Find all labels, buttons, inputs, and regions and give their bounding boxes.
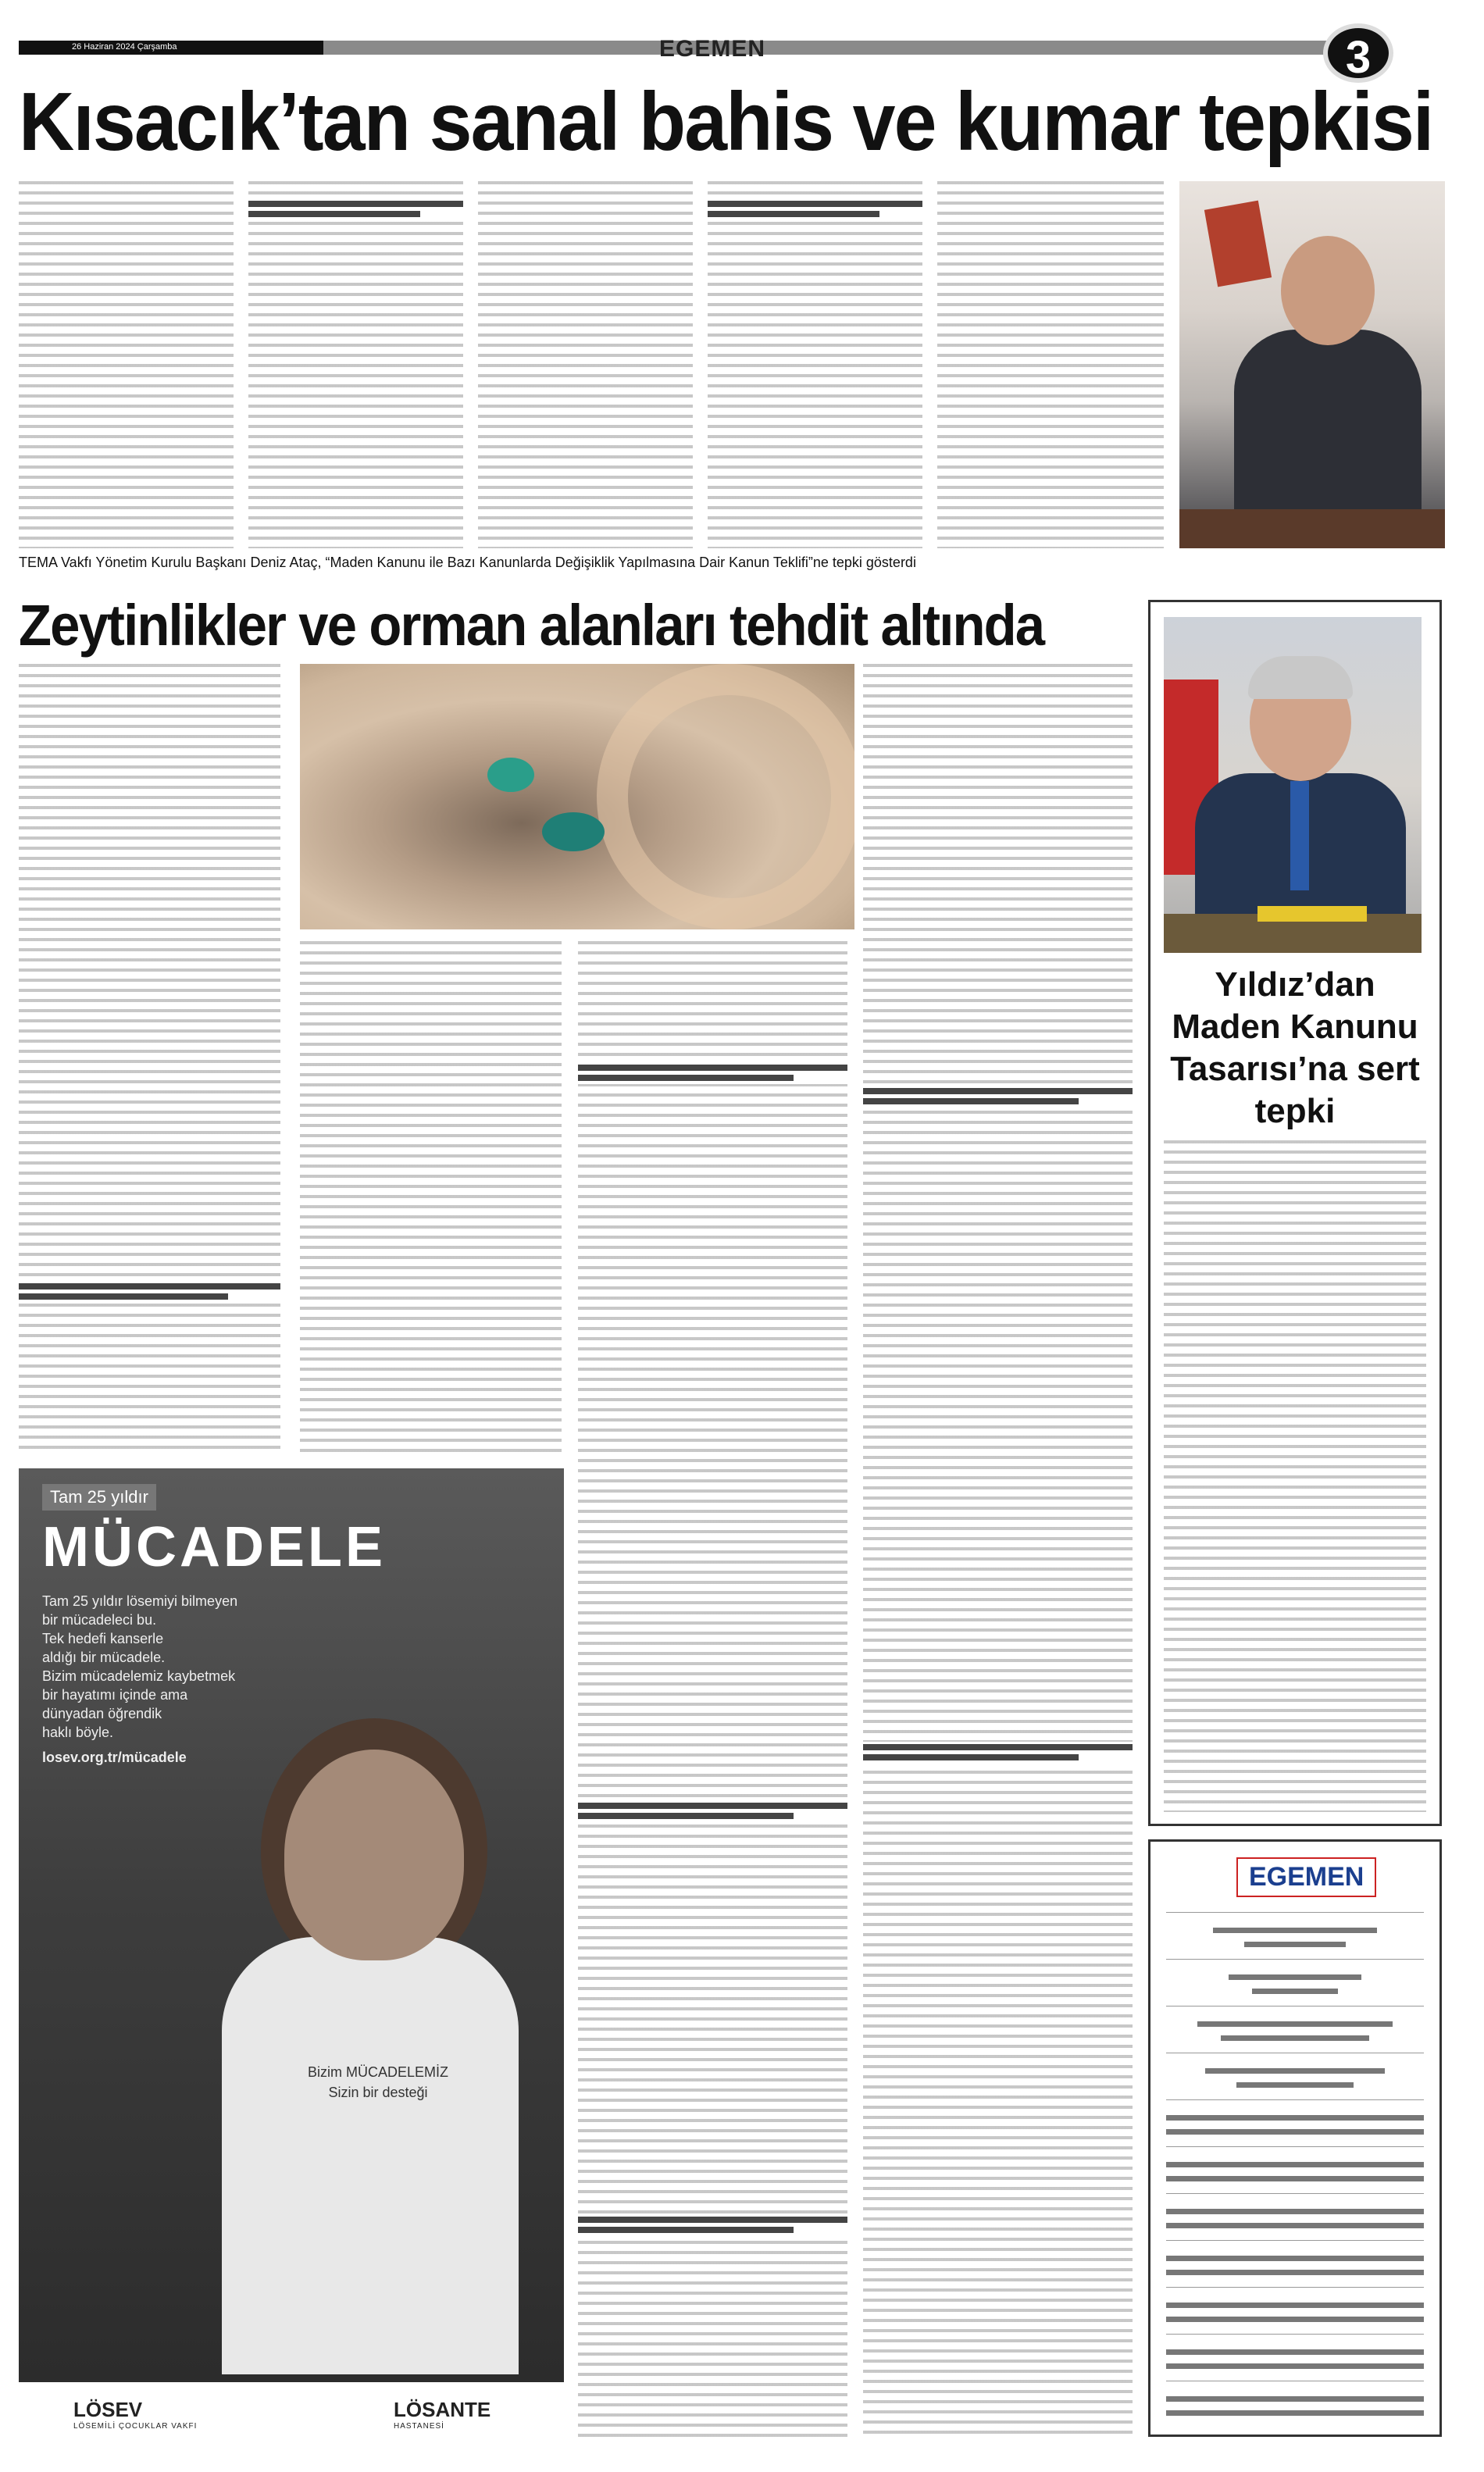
losev-logo-text: LÖSEV [73,2398,143,2421]
impressum-logo: EGEMEN [1236,1857,1376,1897]
losev-advertisement [19,1468,564,2437]
losante-logo-text: LÖSANTE [394,2398,491,2421]
ad-line: Bizim mücadelemiz kaybetmek [42,1668,236,1684]
article-2-deck: TEMA Vakfı Yönetim Kurulu Başkanı Deniz Ataç, “Maden Kanunu ile Bazı Kanunlarda Değişiklik Yapılmasına Dair Kanun Teklifi”ne tepki gösterdi [19,555,916,570]
ad-line: haklı böyle. [42,1725,114,1740]
losante-logo-subtext: HASTANESİ [394,2422,444,2431]
ad-child-face [284,1750,464,1960]
ad-line: bir hayatımı içinde ama [42,1687,188,1703]
ad-line: Tam 25 yıldır lösemiyi bilmeyen [42,1593,238,1609]
article-2-column-3 [578,941,847,2437]
article-2-headline: Zeytinlikler ve orman alanları tehdit altında [19,593,1044,658]
article-1-photo [1179,181,1445,548]
ad-brand-title: MÜCADELE [42,1516,386,1578]
article-1-column-4 [708,181,922,548]
article-1-headline: Kısacık’tan sanal bahis ve kumar tepkisi [19,76,1433,168]
ad-line: dünyadan öğrendik [42,1706,162,1721]
article-2-column-4 [863,664,1133,2437]
article-2-aerial-photo [300,664,854,929]
sidebar-portrait-photo [1164,617,1422,953]
article-2-column-1 [19,664,280,1453]
ad-child-body [222,1937,519,2374]
issue-date: 26 Haziran 2024 Çarşamba [72,42,177,52]
article-1-column-1 [19,181,234,548]
losev-logo-subtext: LÖSEMİLİ ÇOCUKLAR VAKFI [73,2422,198,2431]
article-1-column-3 [478,181,693,548]
page-number-badge: 3 [1323,23,1393,83]
ad-url: losev.org.tr/mücadele [42,1750,187,1765]
article-2-column-2 [300,941,562,1453]
page-header [19,23,1425,83]
losante-logo [394,2398,491,2431]
ad-tag: Tam 25 yıldır [42,1484,156,1511]
article-1-column-5 [937,181,1164,548]
article-1-column-2 [248,181,463,548]
ad-line: Tek hedefi kanserle [42,1631,164,1646]
newspaper-logo: EGEMEN [659,36,766,62]
losev-logo [73,2398,197,2431]
ad-shirt-text: Bizim MÜCADELEMİZ Sizin bir desteği [307,2064,448,2100]
sidebar-headline: Yıldız’dan Maden Kanunu Tasarısı’na sert tepki [1170,965,1420,1130]
impressum-box [1148,1839,1442,2437]
ad-line: aldığı bir mücadele. [42,1650,166,1665]
sidebar-body-text [1164,1140,1426,1812]
ad-line: bir mücadeleci bu. [42,1612,157,1628]
